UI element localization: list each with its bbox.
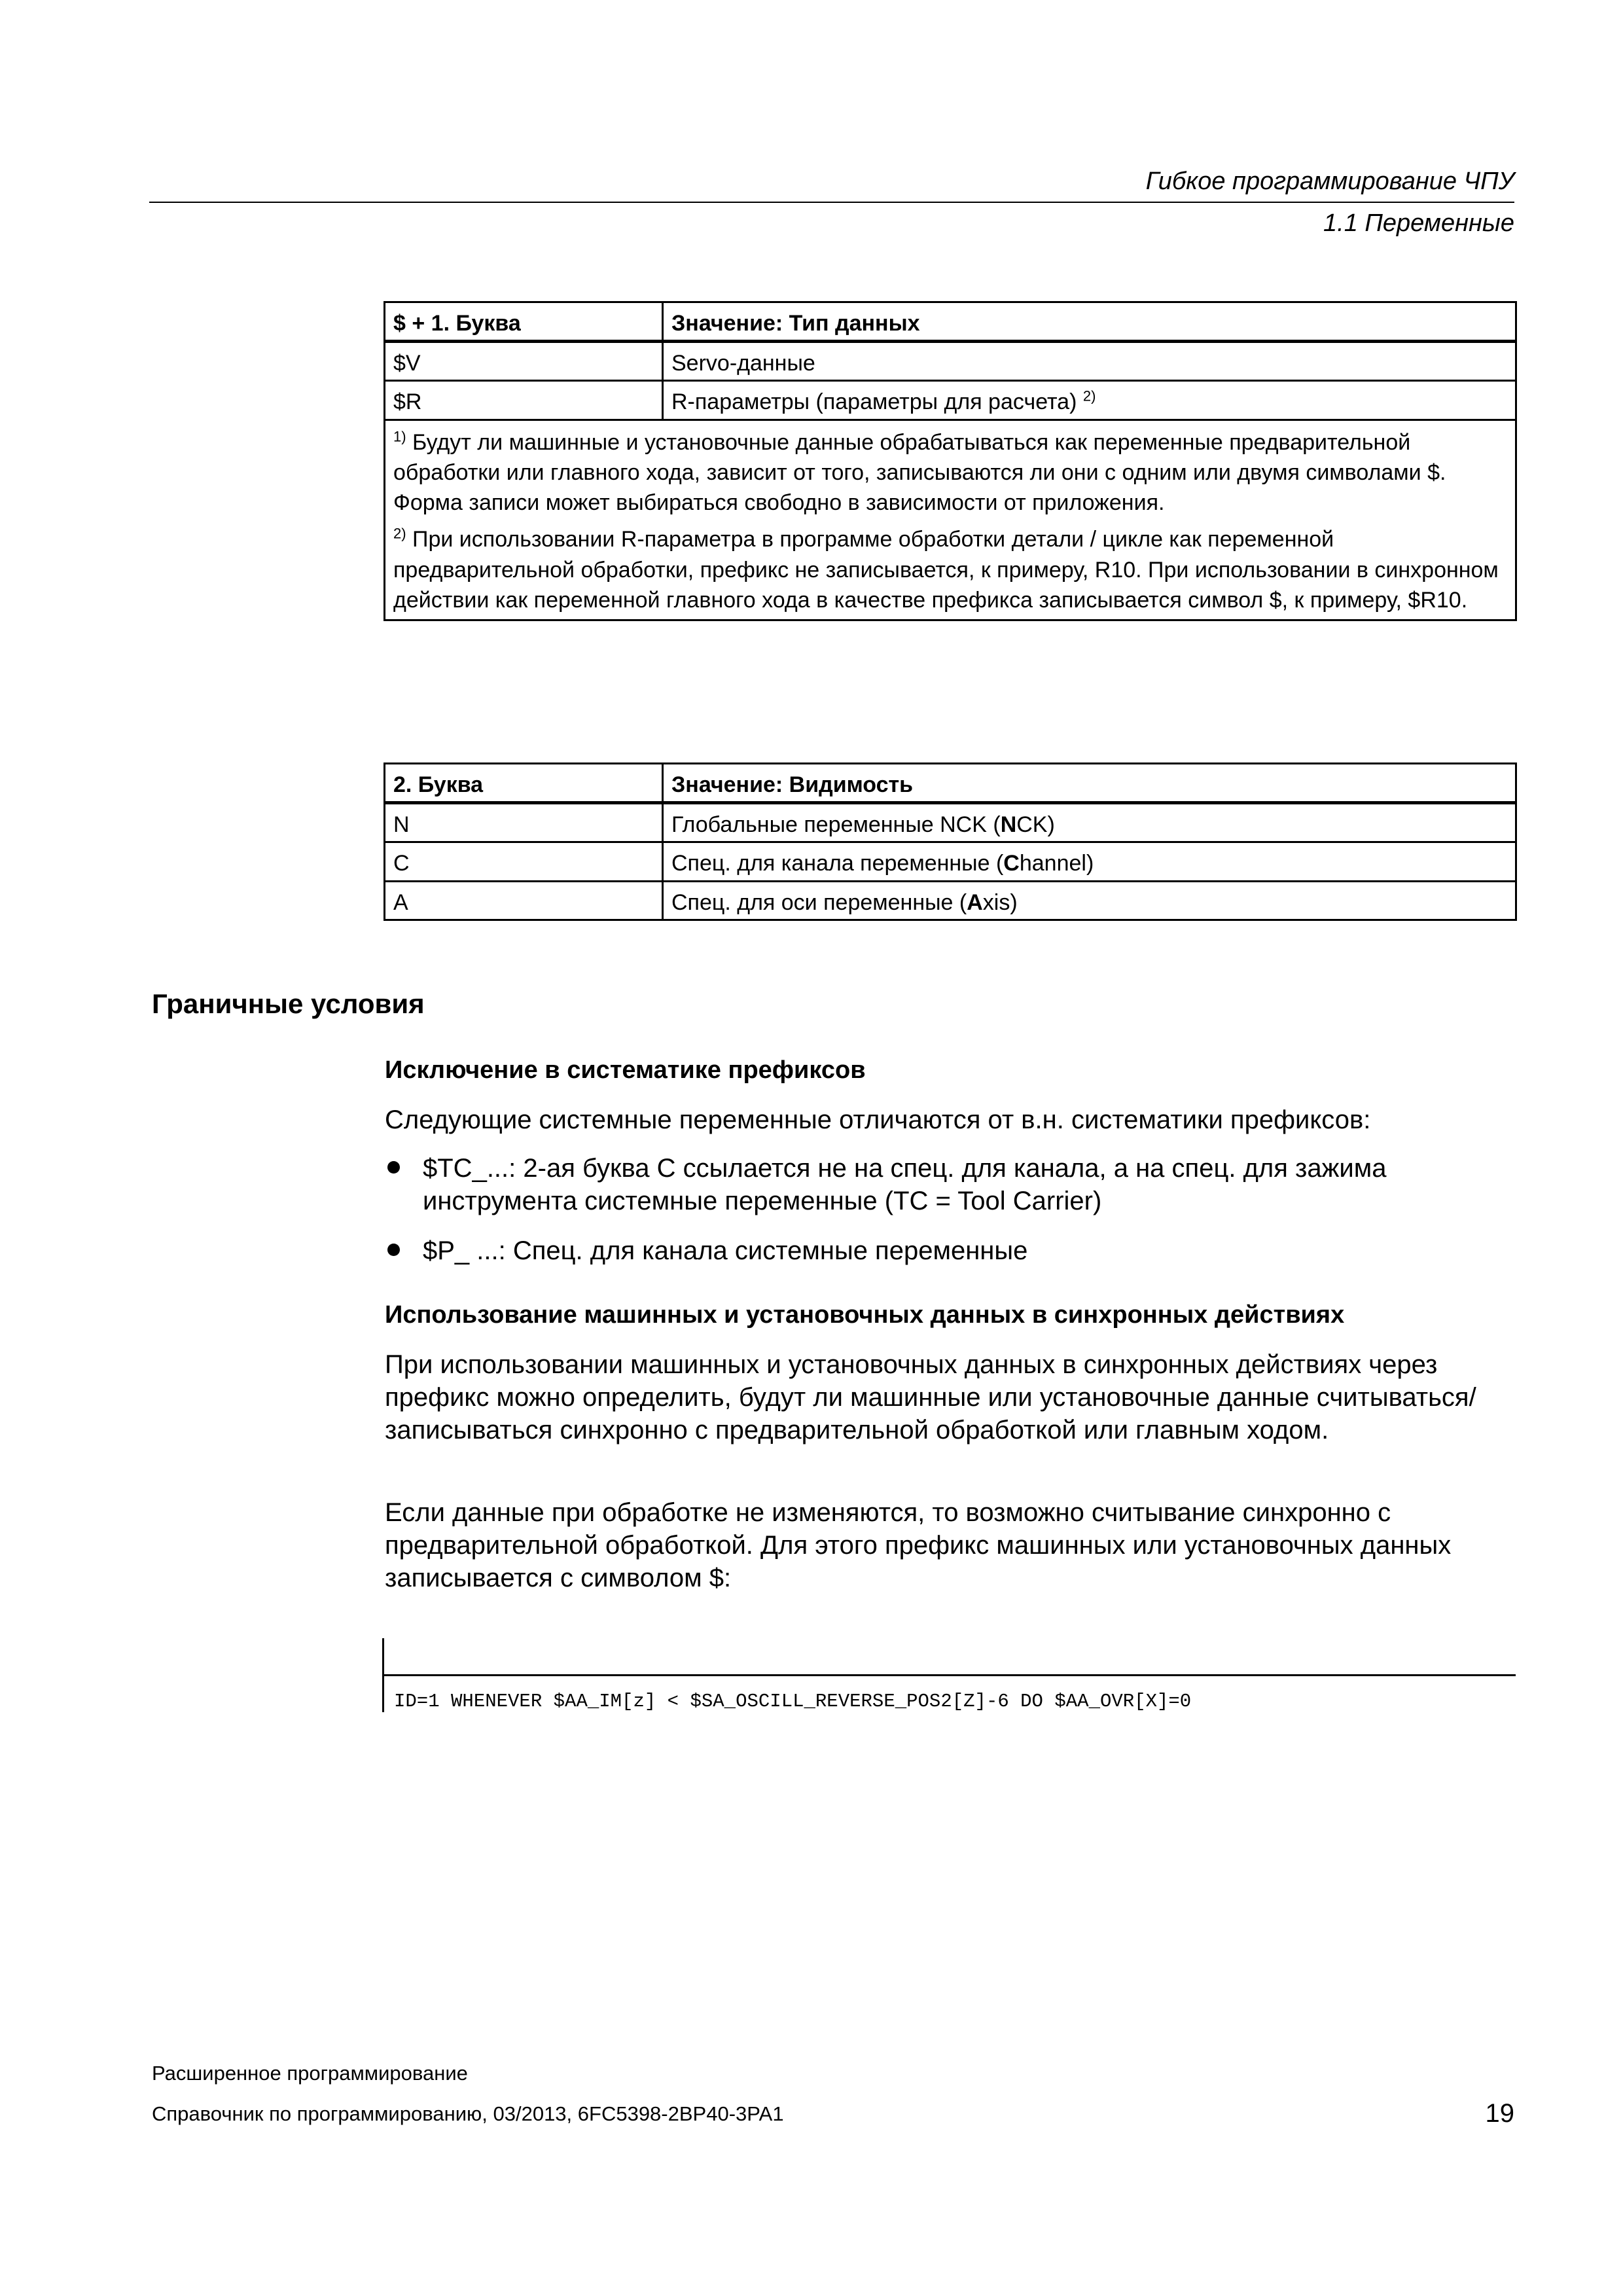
table-row xyxy=(385,881,1516,920)
running-header-chapter: Гибкое программирование ЧПУ xyxy=(1145,168,1514,195)
meaning-bold-letter: A xyxy=(967,889,983,915)
intro-text: Следующие системные переменные отличаются от в.н. систематики префиксов: xyxy=(385,1105,1371,1134)
running-header-section: 1.1 Переменные xyxy=(1323,209,1514,237)
meaning-text: R-параметры (параметры для расчета) xyxy=(671,389,1077,415)
table-cell-letter: $R xyxy=(385,381,663,420)
meaning-text: Глобальные переменные NCK ( xyxy=(671,812,1001,838)
meaning-text: xis) xyxy=(982,889,1018,915)
paragraph-text: Если данные при обработке не изменяются, то возможно считывание синхронно с предварительной обработкой. Для этого префикс машинных или установочных данных записывается с символом $: xyxy=(385,1498,1452,1592)
header-rule xyxy=(149,202,1514,203)
table-header-cell: Значение: Видимость xyxy=(663,764,1516,803)
footer-title: Расширенное программирование xyxy=(152,2062,468,2085)
bullet-icon xyxy=(387,1161,400,1174)
footnote-marker: 1) xyxy=(393,428,406,445)
list-item xyxy=(385,1152,1517,1217)
subsection-heading: Исключение в систематике префиксов xyxy=(385,1056,866,1084)
table-notes-cell xyxy=(385,420,1516,620)
footer-reference: Справочник по программированию, 03/2013, 6FC5398-2BP40-3PA1 xyxy=(152,2102,784,2125)
footnote-2 xyxy=(393,524,1507,615)
meaning-bold-letter: N xyxy=(1000,812,1017,838)
table-cell-meaning xyxy=(663,881,1516,920)
table-header-cell: 2. Буква xyxy=(385,764,663,803)
bullet-icon xyxy=(387,1244,400,1256)
meaning-bold-letter: C xyxy=(1003,851,1020,876)
section-heading: Граничные условия xyxy=(152,988,425,1019)
meaning-text: CK) xyxy=(1016,812,1055,838)
paragraph xyxy=(385,1496,1517,1594)
list-item-text: $P_ ...: Спец. для канала системные переменные xyxy=(423,1236,1028,1265)
footnote-ref: 2) xyxy=(1082,388,1096,405)
paragraph xyxy=(385,1103,1517,1136)
code-box-top-rule xyxy=(382,1674,1516,1676)
table-cell-letter: $V xyxy=(385,342,663,381)
table-header-row xyxy=(385,764,1516,803)
list-item xyxy=(385,1234,1517,1267)
meaning-text: hannel) xyxy=(1019,851,1094,876)
table-cell-letter: A xyxy=(385,881,663,920)
table-row xyxy=(385,342,1516,381)
footnote-text: Будут ли машинные и установочные данные обрабатываться как переменные предварительной обработки или главного хода, зависит от того, записываются ли они с одним или двумя символами $. Форма записи может выбираться свободно в зависимости от приложения. xyxy=(393,429,1446,516)
table-cell-letter: N xyxy=(385,803,663,842)
code-line: ID=1 WHENEVER $AA_IM[z] < $SA_OSCILL_REVERSE_POS2[Z]-6 DO $AA_OVR[X]=0 xyxy=(394,1691,1192,1712)
bullet-list xyxy=(385,1152,1517,1284)
footnote-1 xyxy=(393,427,1507,518)
meaning-text: Спец. для канала переменные ( xyxy=(671,851,1004,876)
prefix-type-table xyxy=(383,301,1517,621)
paragraph-text: При использовании машинных и установочных данных в синхронных действиях через префикс можно определить, будут ли машинные или установочные данные считываться/записываться синхронно с предварительной обработкой или главным ходом. xyxy=(385,1350,1476,1444)
table-cell-meaning: Servo-данные xyxy=(663,342,1516,381)
prefix-visibility-table xyxy=(383,762,1517,921)
table-row xyxy=(385,381,1516,420)
table-cell-meaning xyxy=(663,842,1516,881)
footnote-marker: 2) xyxy=(393,526,406,543)
table-header-row xyxy=(385,302,1516,342)
table-cell-meaning xyxy=(663,381,1516,420)
table-header-cell: Значение: Тип данных xyxy=(663,302,1516,342)
table-row xyxy=(385,803,1516,842)
footnote-text: При использовании R-параметра в программе обработки детали / цикле как переменной предварительной обработки, префикс не записывается, к примеру, R10. При использовании в синхронном действии как переменной главного хода в качестве префикса записывается символ $, к примеру, $R10. xyxy=(393,527,1499,613)
subsection-heading: Использование машинных и установочных данных в синхронных действиях xyxy=(385,1301,1345,1329)
table-row xyxy=(385,842,1516,881)
page-number: 19 xyxy=(1485,2099,1514,2128)
table-cell-letter: C xyxy=(385,842,663,881)
meaning-text: Спец. для оси переменные ( xyxy=(671,889,967,915)
table-cell-meaning xyxy=(663,803,1516,842)
list-item-text: $TC_...: 2-ая буква C ссылается не на спец. для канала, а на спец. для зажима инструмента системные переменные (TC = Tool Carrier) xyxy=(423,1154,1387,1215)
table-notes-row xyxy=(385,420,1516,620)
table-header-cell: $ + 1. Буква xyxy=(385,302,663,342)
paragraph xyxy=(385,1348,1517,1446)
